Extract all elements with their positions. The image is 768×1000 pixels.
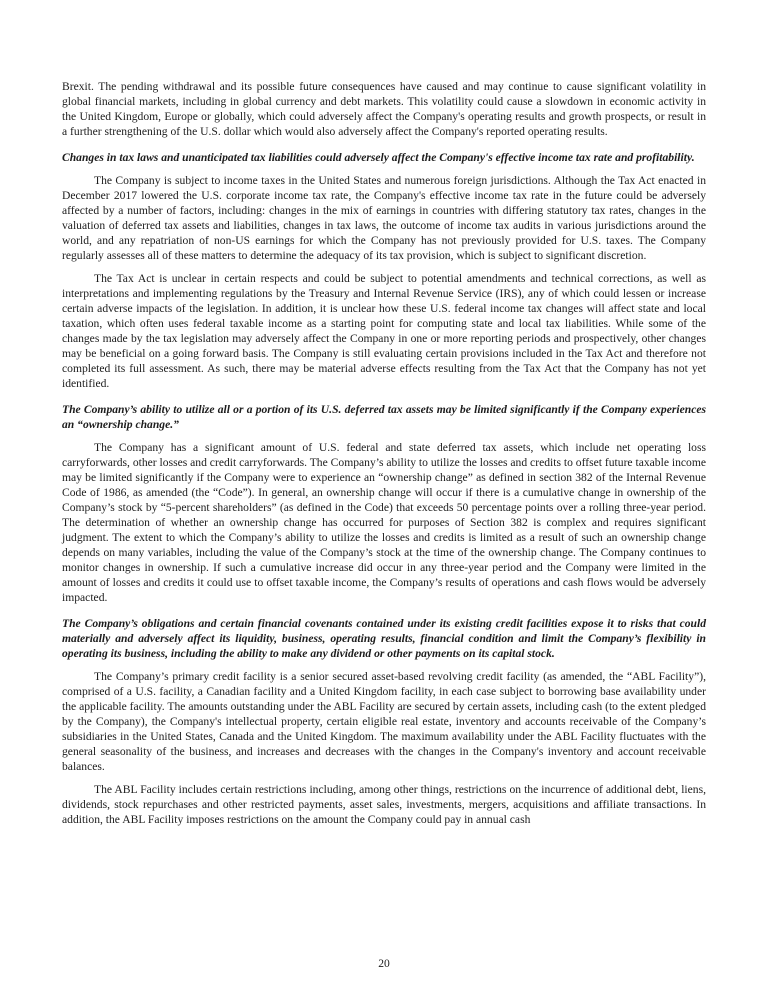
body-paragraph-brexit-continuation: Brexit. The pending withdrawal and its possible future consequences have caused and may continue to cause significant volatility in global financial markets, including in global currency and debt markets. This volatility could cause a slowdown in economic activity in the United Kingdom, Europe or globally, which could adversely affect the Company's operating results and growth prospects, or result in a further strengthening of the U.S. dollar which would also adversely affect the Company's reported operating results. [62,80,706,138]
risk-factor-heading-tax-laws: Changes in tax laws and unanticipated tax liabilities could adversely affect the Company's effective income tax rate and profitability. [62,151,695,164]
body-paragraph-abl-facility: The Company’s primary credit facility is a senior secured asset-based revolving credit facility (as amended, the “ABL Facility”), comprised of a U.S. facility, a Canadian facility and a United Kingdom facility, in each case subject to borrowing base availability under the applicable facility. The amounts outstanding under the ABL Facility are secured by certain assets, including cash (to the extent pledged by the Company), the Company's intellectual property, certain eligible real estate, inventory and accounts receivable of the Company’s subsidiaries in the United States, Canada and the United Kingdom. The maximum availability under the ABL Facility fluctuates with the general seasonality of the business, and increases and decreases with the changes in the Company's inventory and account receivable balances. [62,670,706,773]
body-paragraph-tax-act-unclear: The Tax Act is unclear in certain respects and could be subject to potential amendments and technical corrections, as well as interpretations and implementing regulations by the Treasury and Internal Revenue Service (IRS), any of which could lessen or increase certain adverse impacts of the legislation. In addition, it is unclear how these U.S. federal income tax changes will affect state and local taxation, which often uses federal taxable income as a starting point for computing state and local tax liabilities. While some of the changes made by the tax legislation may adversely affect the Company in one or more reporting periods and prospectively, other changes may be beneficial on a going forward basis. The Company is still evaluating certain provisions included in the Tax Act and therefore not completed its full assessment. As such, there may be material adverse effects resulting from the Tax Act that the Company has not yet identified. [62,272,706,390]
page-number: 20 [378,957,390,970]
body-paragraph-abl-restrictions: The ABL Facility includes certain restrictions including, among other things, restrictions on the incurrence of additional debt, liens, dividends, stock repurchases and other restricted payments, asset sales, investments, mergers, acquisitions and affiliate transactions. In addition, the ABL Facility imposes restrictions on the amount the Company could pay in annual cash [62,783,706,826]
document-body [62,79,706,835]
risk-factor-heading-credit-facilities: The Company’s obligations and certain financial covenants contained under its existing credit facilities expose it to risks that could materially and adversely affect its liquidity, business, operating results, financial condition and limit the Company’s flexibility in operating its business, including the ability to make any dividend or other payments on its capital stock. [62,617,706,660]
body-paragraph-ownership-change: The Company has a significant amount of U.S. federal and state deferred tax assets, which include net operating loss carryforwards, other losses and credit carryforwards. The Company’s ability to utilize the losses and credits to offset future taxable income may be limited significantly if the Company were to experience an “ownership change” as defined in section 382 of the Internal Revenue Code of 1986, as amended (the “Code”). In general, an ownership change will occur if there is a cumulative change in ownership of the Company’s stock by “5-percent shareholders” (as defined in the Code) that exceeds 50 percentage points over a rolling three-year period. The determination of whether an ownership change has occurred for purposes of Section 382 is complex and requires significant judgment. The extent to which the Company’s ability to utilize the losses and credits is limited as a result of such an ownership change depends on many variables, including the value of the Company’s stock at the time of the ownership change. The Company continues to monitor changes in ownership. If such a cumulative increase did occur in any three-year period and the Company were limited in the amount of losses and credits it could use to offset taxable income, the Company’s results of operations and cash flows would be adversely impacted. [62,441,706,604]
risk-factor-heading-deferred-tax-assets: The Company’s ability to utilize all or a portion of its U.S. deferred tax assets may be limited significantly if the Company experiences an “ownership change.” [62,403,706,431]
body-paragraph-income-taxes: The Company is subject to income taxes in the United States and numerous foreign jurisdictions. Although the Tax Act enacted in December 2017 lowered the U.S. corporate income tax rate, the Company's effective income tax rate in the future could be adversely affected by a number of factors, including: changes in the mix of earnings in countries with differing statutory tax rates, changes in the valuation of deferred tax assets and liabilities, changes in tax laws, the outcome of income tax audits in various jurisdictions around the world, and any repatriation of non-US earnings for which the Company has not previously provided for U.S. taxes. The Company regularly assesses all of these matters to determine the adequacy of its tax provision, which is subject to significant discretion. [62,174,706,262]
